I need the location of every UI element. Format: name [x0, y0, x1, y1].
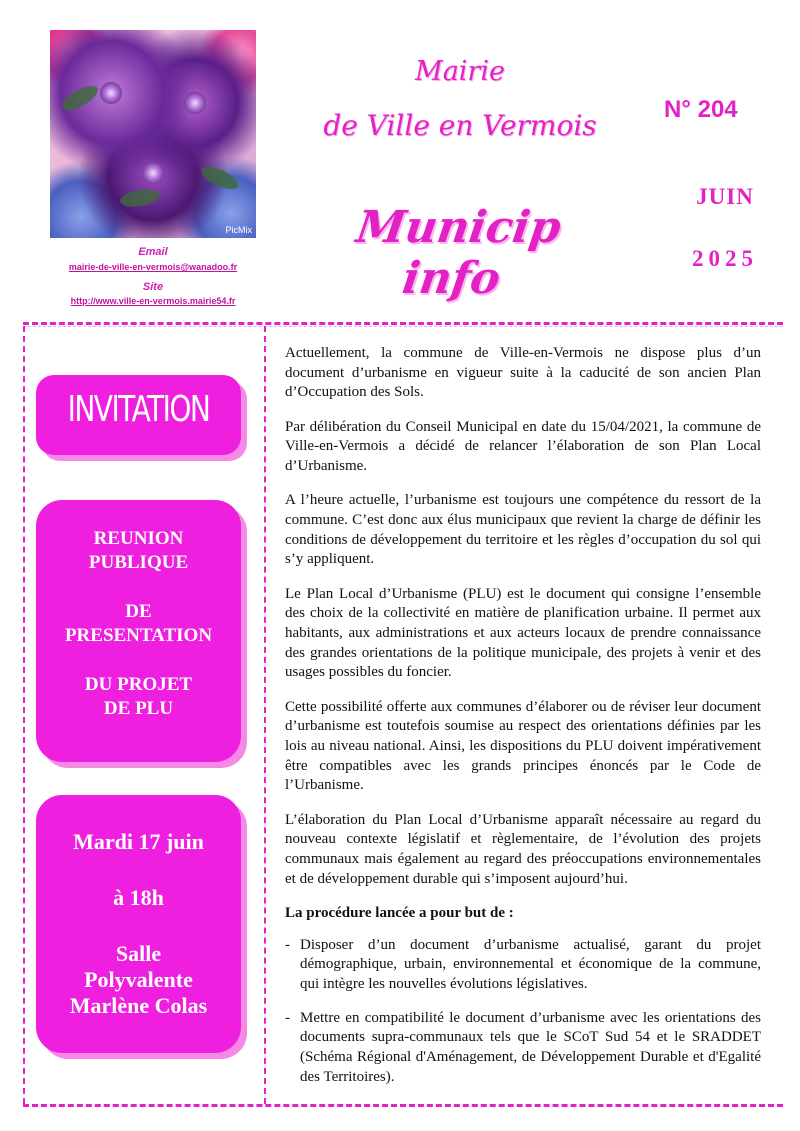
publication-title: Municip info [353, 202, 564, 304]
divider-bottom [23, 1104, 783, 1107]
bullet-dash: - [285, 936, 290, 953]
invitation-label: INVITATION [67, 389, 210, 430]
list-item-text: Mettre en compatibilité le document d’urbanisme avec les orientations des documents supra-communaux tels que le SCoT Sud 54 et le SRADDET (Schéma Régional d'Aménagement, de Développement Durable et d'Egalité des Territoires). [300, 1009, 761, 1085]
site-link[interactable]: http://www.ville-en-vermois.mairie54.fr [70, 296, 236, 306]
meeting-description-box [36, 500, 241, 762]
issue-month: JUIN [696, 184, 754, 209]
divider-middle [264, 326, 266, 1104]
meeting-line: PRESENTATION [64, 625, 213, 646]
list-item [285, 936, 761, 995]
invitation-banner [36, 375, 241, 455]
meeting-line: DU PROJET [84, 674, 193, 695]
article-paragraph: Le Plan Local d’Urbanisme (PLU) est le document qui consigne l’ensemble des choix de la collectivité en matière de planification urbaine. Il permet aux habitants, aux administrations et aux acteurs locaux de prendre connaissance des grandes orientations de la politique municipale, des projets à venir et des usages possibles du foncier. [285, 585, 761, 681]
meeting-details-box [36, 795, 241, 1053]
email-link[interactable]: mairie-de-ville-en-vermois@wanadoo.fr [68, 262, 238, 272]
mairie-title-line1: Mairie [415, 56, 505, 87]
main-article [285, 344, 761, 1102]
email-label: Email [138, 246, 168, 258]
issue-number: N° 204 [664, 96, 738, 123]
divider-left [23, 326, 25, 1104]
meeting-line: REUNION [93, 528, 184, 549]
divider-top [23, 322, 783, 325]
meeting-venue: Marlène Colas [69, 993, 208, 1018]
header-flower-image [50, 30, 256, 238]
bullet-dash: - [285, 1009, 290, 1026]
site-label: Site [142, 281, 164, 293]
mairie-title-line2: de Ville en Vermois [323, 109, 597, 142]
meeting-date: Mardi 17 juin [73, 829, 204, 854]
divider-top-inner [23, 326, 783, 327]
meeting-venue: Polyvalente [84, 967, 193, 992]
article-paragraph: A l’heure actuelle, l’urbanisme est toujours une compétence du ressort de la commune. C’est donc aux élus municipaux que revient la charge de définir les conditions de développement du territoire et les règles d’occupation du sol qui s’y appliquent. [285, 492, 761, 568]
article-paragraph: Par délibération du Conseil Municipal en date du 15/04/2021, la commune de Ville-en-Vermois a décidé de relancer l’élaboration de son Plan Local d’Urbanisme. [285, 418, 761, 475]
meeting-line: DE [125, 601, 152, 622]
meeting-venue: Salle [115, 941, 162, 966]
procedure-heading: La procédure lancée a pour but de : [285, 904, 514, 921]
procedure-list [285, 936, 761, 1088]
meeting-line: PUBLIQUE [88, 552, 189, 573]
meeting-time: à 18h [113, 885, 164, 910]
article-paragraph: Cette possibilité offerte aux communes d’élaborer ou de réviser leur document d’urbanisme est toutefois soumise au respect des orientations définies par les lois au niveau national. Ainsi, les dispositions du PLU doivent impérativement être compatibles avec les grands principes énoncés par le Code de l’Urbanisme. [285, 698, 761, 794]
meeting-line: DE PLU [103, 698, 174, 719]
list-item-text: Disposer d’un document d’urbanisme actualisé, garant du projet démographique, urbain, environnemental et économique de la commune, qui intègre les nouvelles évolutions législatives. [300, 936, 761, 992]
article-paragraph: L’élaboration du Plan Local d’Urbanisme apparaît nécessaire au regard du nouveau contexte législatif et règlementaire, de l’évolution des projets communaux mais également au regard des préoccupations environnementales et de développement durable qui s’imposent aujourd’hui. [285, 811, 761, 887]
list-item [285, 1009, 761, 1088]
image-watermark: PicMix [225, 225, 252, 235]
article-paragraph: Actuellement, la commune de Ville-en-Vermois ne dispose plus d’un document d’urbanisme en vigueur suite à la caducité de son ancien Plan d’Occupation des Sols. [285, 345, 761, 401]
issue-year: 2025 [692, 246, 758, 271]
